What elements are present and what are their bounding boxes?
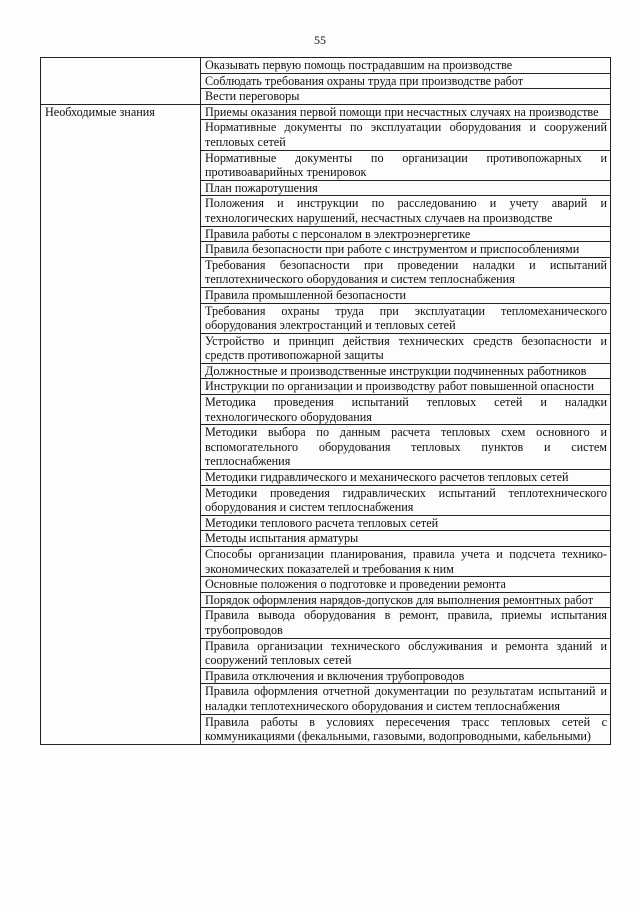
knowledge-item: Нормативные документы по организации противопожарных и противоаварийных тренировок [201, 150, 611, 180]
knowledge-item: Правила безопасности при работе с инструментом и приспособлениями [201, 242, 611, 258]
skill-item: Оказывать первую помощь пострадавшим на производстве [201, 58, 611, 74]
knowledge-item: Порядок оформления нарядов-допусков для выполнения ремонтных работ [201, 592, 611, 608]
skill-item: Соблюдать требования охраны труда при производстве работ [201, 73, 611, 89]
knowledge-item: Устройство и принцип действия технических средств безопасности и средств противопожарной защиты [201, 333, 611, 363]
knowledge-item: Правила отключения и включения трубопроводов [201, 668, 611, 684]
knowledge-item: Правила организации технического обслуживания и ремонта зданий и сооружений тепловых сетей [201, 638, 611, 668]
table-row [41, 58, 611, 74]
skill-item: Вести переговоры [201, 89, 611, 105]
knowledge-item: Правила промышленной безопасности [201, 287, 611, 303]
requirements-table [40, 57, 611, 745]
table-row [41, 104, 611, 120]
knowledge-item: Способы организации планирования, правила учета и подсчета технико-экономических показателей и требования к ним [201, 547, 611, 577]
section-label: Необходимые знания [41, 104, 201, 744]
knowledge-item: Методики гидравлического и механического расчетов тепловых сетей [201, 470, 611, 486]
knowledge-item: Методика проведения испытаний тепловых сетей и наладки технологического оборудования [201, 395, 611, 425]
knowledge-item: Инструкции по организации и производству работ повышенной опасности [201, 379, 611, 395]
page-number: 55 [314, 33, 326, 47]
knowledge-item: Правила вывода оборудования в ремонт, правила, приемы испытания трубопроводов [201, 608, 611, 638]
empty-label-cell [41, 58, 201, 105]
knowledge-item: Правила работы в условиях пересечения трасс тепловых сетей с коммуникациями (фекальными, газовыми, водопроводными, кабельными) [201, 714, 611, 744]
knowledge-item: Методики проведения гидравлических испытаний теплотехнического оборудования и систем теплоснабжения [201, 485, 611, 515]
knowledge-item: Должностные и производственные инструкции подчиненных работников [201, 363, 611, 379]
knowledge-item: Методики теплового расчета тепловых сетей [201, 515, 611, 531]
knowledge-item: Методики выбора по данным расчета тепловых схем основного и вспомогательного оборудования тепловых пунктов и систем теплоснабжения [201, 425, 611, 470]
requirements-table-body [41, 58, 611, 745]
knowledge-item: Положения и инструкции по расследованию и учету аварий и технологических нарушений, несчастных случаев на производстве [201, 196, 611, 226]
knowledge-item: Нормативные документы по эксплуатации оборудования и сооружений тепловых сетей [201, 120, 611, 150]
knowledge-item: Требования безопасности при проведении наладки и испытаний теплотехнического оборудования и систем теплоснабжения [201, 257, 611, 287]
knowledge-item: Правила оформления отчетной документации по результатам испытаний и наладки теплотехнического оборудования и систем теплоснабжения [201, 684, 611, 714]
knowledge-item: Методы испытания арматуры [201, 531, 611, 547]
knowledge-item: Правила работы с персоналом в электроэнергетике [201, 226, 611, 242]
knowledge-item: Приемы оказания первой помощи при несчастных случаях на производстве [201, 104, 611, 120]
knowledge-item: План пожаротушения [201, 180, 611, 196]
knowledge-item: Требования охраны труда при эксплуатации тепломеханического оборудования электростанций и тепловых сетей [201, 303, 611, 333]
knowledge-item: Основные положения о подготовке и проведении ремонта [201, 577, 611, 593]
